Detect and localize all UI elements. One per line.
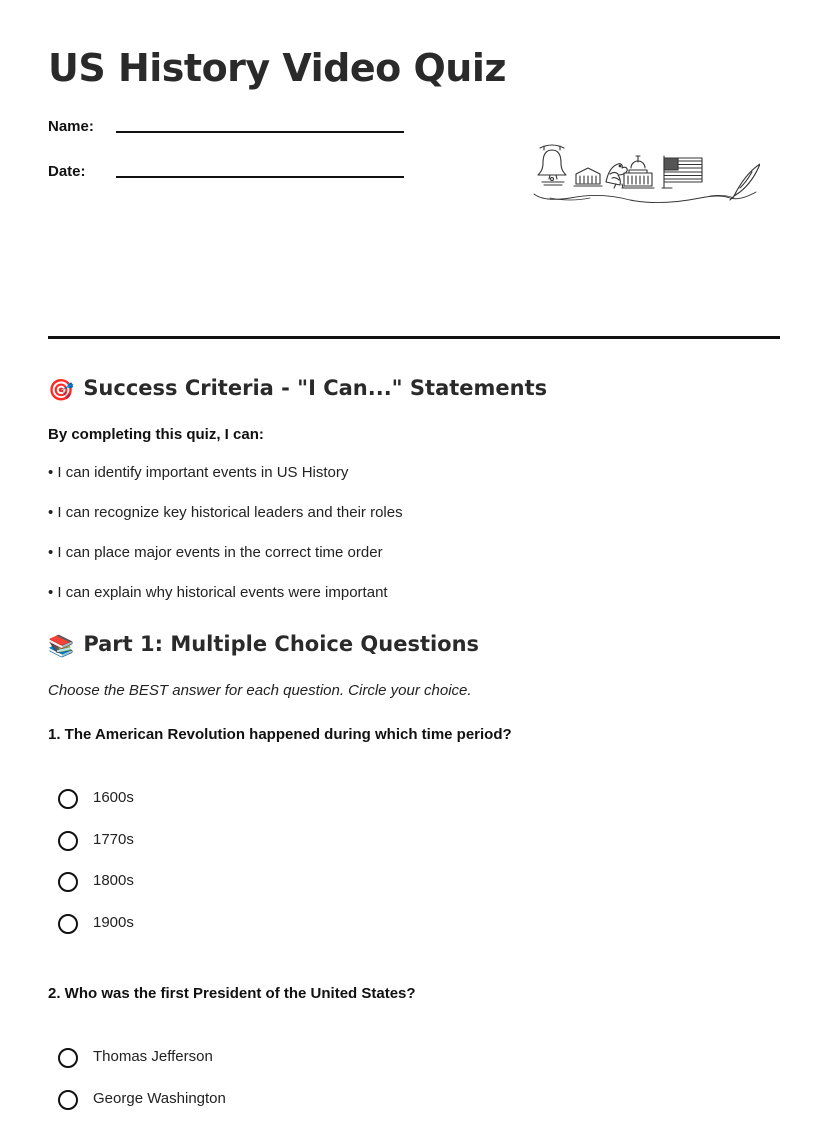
part1-instructions: Choose the BEST answer for each question. Circle your choice.: [48, 682, 472, 699]
date-field: [48, 163, 86, 180]
part1-heading: [48, 632, 479, 659]
us-flag-icon: [662, 156, 702, 188]
radio-button[interactable]: [58, 789, 78, 809]
question-2: [48, 985, 780, 1002]
success-criteria-lead: By completing this quiz, I can:: [48, 426, 264, 443]
criteria-item: • I can place major events in the correct time order: [48, 544, 403, 584]
question-1: [48, 726, 780, 743]
question-text: 1. The American Revolution happened during which time period?: [48, 726, 780, 743]
option-label: George Washington: [93, 1089, 226, 1109]
radio-button[interactable]: [58, 1090, 78, 1110]
criteria-item: • I can explain why historical events were important: [48, 584, 403, 624]
liberty-bell-icon: [538, 145, 566, 185]
option-label: 1800s: [93, 871, 134, 891]
target-icon: 🎯: [48, 378, 76, 403]
option-label: 1770s: [93, 830, 134, 850]
criteria-list: [48, 464, 403, 624]
date-label: Date:: [48, 163, 86, 180]
success-criteria-heading: [48, 376, 547, 403]
option-label: Thomas Jefferson: [93, 1047, 213, 1067]
radio-button[interactable]: [58, 831, 78, 851]
building-icon: [574, 168, 602, 186]
name-input-line[interactable]: [116, 131, 404, 133]
option-label: 1900s: [93, 913, 134, 933]
radio-button[interactable]: [58, 1048, 78, 1068]
answer-option[interactable]: [58, 871, 134, 913]
quill-icon: [730, 164, 760, 200]
criteria-item: • I can identify important events in US History: [48, 464, 403, 504]
name-label: Name:: [48, 118, 94, 135]
decorative-ribbon: [534, 192, 756, 203]
us-history-illustration: [530, 138, 760, 210]
answer-option[interactable]: [58, 788, 134, 830]
answer-option[interactable]: [58, 830, 134, 872]
answer-option[interactable]: [58, 1047, 226, 1089]
date-input-line[interactable]: [116, 176, 404, 178]
radio-button[interactable]: [58, 914, 78, 934]
answer-option[interactable]: [58, 1089, 226, 1130]
question-text: 2. Who was the first President of the United States?: [48, 985, 780, 1002]
name-field: [48, 118, 94, 135]
option-label: 1600s: [93, 788, 134, 808]
books-icon: 📚: [48, 634, 76, 659]
page-title: US History Video Quiz: [48, 46, 506, 90]
success-criteria-title: Success Criteria - "I Can..." Statements: [83, 376, 547, 400]
answer-option[interactable]: [58, 913, 134, 955]
criteria-item: • I can recognize key historical leaders and their roles: [48, 504, 403, 544]
answer-options: [58, 788, 134, 954]
radio-button[interactable]: [58, 872, 78, 892]
header-divider: [48, 336, 780, 339]
part1-title: Part 1: Multiple Choice Questions: [83, 632, 479, 656]
